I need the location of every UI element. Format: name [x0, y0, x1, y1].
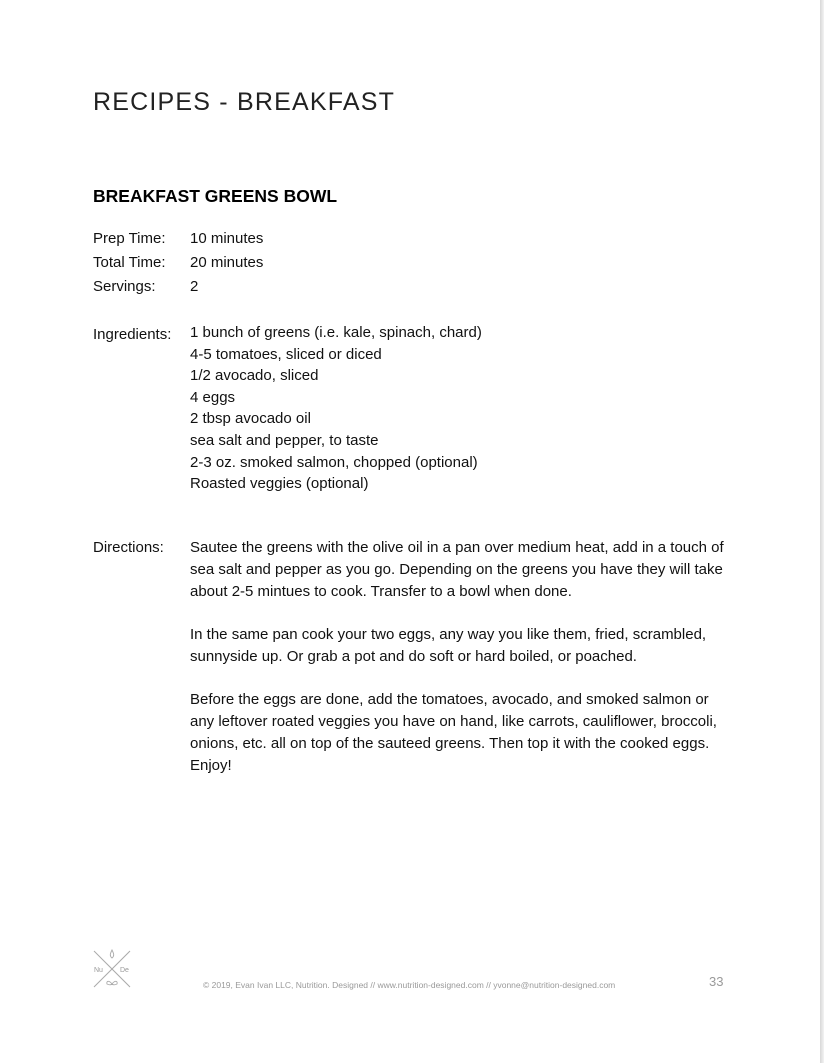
page-edge-shadow: [820, 0, 824, 1063]
total-time-value: 20 minutes: [190, 254, 264, 271]
ingredients-label: Ingredients:: [93, 326, 172, 343]
direction-paragraph: Sautee the greens with the olive oil in a pan over medium heat, add in a touch of sea salt and pepper as you go. Depending on the greens you have they will take about 2-5 mintues to cook. Transfer to a bowl when done.: [190, 539, 724, 600]
servings-label: Servings:: [93, 278, 156, 295]
logo-right-text: De: [120, 967, 129, 974]
ingredient-item: 1/2 avocado, sliced: [190, 367, 319, 385]
ingredient-item: 4-5 tomatoes, sliced or diced: [190, 345, 382, 363]
ingredient-item: Roasted veggies (optional): [190, 475, 369, 493]
ingredient-item: sea salt and pepper, to taste: [190, 431, 379, 449]
prep-time-label: Prep Time:: [93, 230, 166, 247]
footer-text: © 2019, Evan Ivan LLC, Nutrition. Designed // www.nutrition-designed.com // yvonne@nutrition-designed.com: [203, 980, 616, 990]
page-number: 33: [709, 974, 724, 989]
prep-time-value: 10 minutes: [190, 230, 264, 247]
ingredient-item: 2 tbsp avocado oil: [190, 410, 311, 428]
ingredients-list: [190, 322, 482, 495]
section-title: RECIPES - BREAKFAST: [93, 88, 396, 116]
direction-paragraph: Before the eggs are done, add the tomatoes, avocado, and smoked salmon or any leftover roated veggies you have on hand, like carrots, cauliflower, broccoli, onions, etc. all on top of the sauteed greens. Then top it with the cooked eggs. Enjoy!: [190, 691, 717, 774]
directions-label: Directions:: [93, 539, 164, 556]
ingredient-item: 4 eggs: [190, 388, 236, 406]
servings-value: 2: [190, 278, 199, 295]
crossed-fork-leaf-logo-icon: [91, 948, 133, 990]
direction-paragraph: In the same pan cook your two eggs, any way you like them, fried, scrambled, sunnyside up. Or grab a pot and do soft or hard boiled, or poached.: [190, 625, 707, 665]
logo-left-text: Nu: [94, 967, 103, 974]
ingredient-item: 2-3 oz. smoked salmon, chopped (optional): [190, 453, 478, 471]
total-time-label: Total Time:: [93, 254, 166, 271]
directions-text: [190, 537, 730, 798]
ingredient-item: 1 bunch of greens (i.e. kale, spinach, chard): [190, 324, 482, 341]
recipe-title: BREAKFAST GREENS BOWL: [93, 186, 338, 206]
